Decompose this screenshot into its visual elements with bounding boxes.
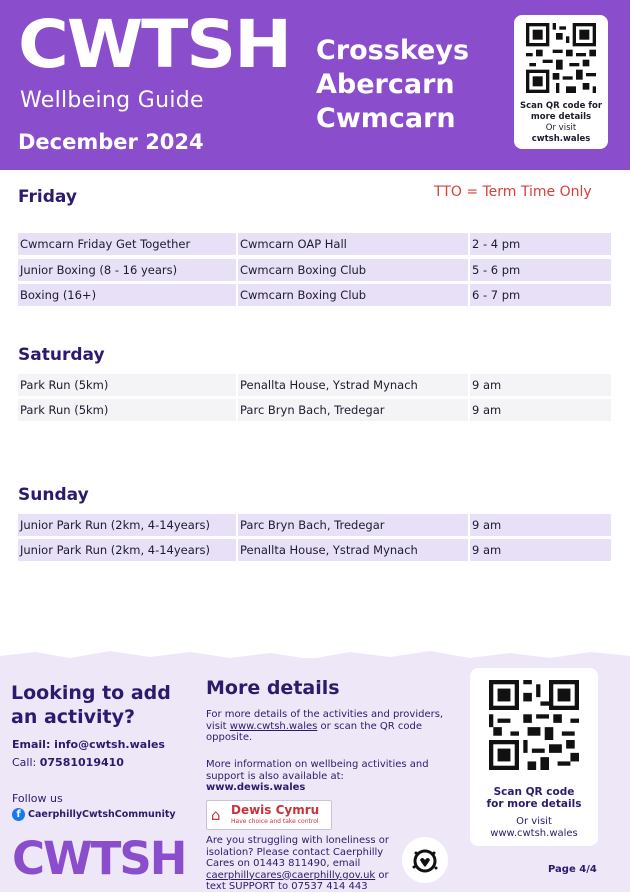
qr-caption-line: Scan QR code for xyxy=(519,101,603,111)
time-cell: 9 am xyxy=(470,374,611,396)
location-item: Cwmcarn xyxy=(316,103,456,134)
text-span: More information on wellbeing activities and support is also available at: xyxy=(206,759,429,782)
text-span: Are you struggling with loneliness or isolation? Please contact Caerphilly Cares on 01443 811490, email xyxy=(206,835,389,869)
qr-caption-line: more details xyxy=(530,112,592,122)
footer-qr-card[interactable] xyxy=(470,668,598,846)
venue-cell: Parc Bryn Bach, Tredegar xyxy=(238,514,468,536)
qr-caption-line: Scan QR code xyxy=(493,786,575,798)
activity-cell: Cwmcarn Friday Get Together xyxy=(18,233,236,255)
time-cell: 9 am xyxy=(470,399,611,421)
table-row xyxy=(18,399,611,423)
brand-logo: CWTSH xyxy=(18,6,290,83)
location-item: Crosskeys xyxy=(316,35,470,66)
activity-cell: Junior Boxing (8 - 16 years) xyxy=(18,259,236,281)
footer-brand-logo: CWTSH xyxy=(12,832,186,885)
facebook-icon: f xyxy=(12,808,25,821)
facebook-link[interactable] xyxy=(12,808,176,821)
venue-cell: Cwmcarn Boxing Club xyxy=(238,284,468,306)
table-row xyxy=(18,259,611,283)
qr-caption xyxy=(470,786,598,810)
qr-caption-link[interactable]: cwtsh.wales xyxy=(531,134,591,144)
text-span: or text SUPPORT to 07537 414 443 xyxy=(206,869,389,892)
qr-caption xyxy=(516,101,606,145)
dewis-paragraph xyxy=(206,759,458,794)
dewis-link[interactable]: www.dewis.wales xyxy=(206,782,306,793)
qr-code-icon[interactable] xyxy=(526,23,596,93)
house-heart-icon: ⌂ xyxy=(211,806,221,824)
call-label: Call: xyxy=(12,756,40,769)
details-paragraph xyxy=(206,709,458,744)
text-span: or scan the QR code opposite. xyxy=(206,720,423,743)
time-cell: 2 - 4 pm xyxy=(470,233,611,255)
more-details-heading: More details xyxy=(206,677,340,699)
caerphilly-cares-email[interactable]: caerphillycares@caerphilly.gov.uk xyxy=(206,869,376,881)
facebook-handle[interactable]: CaerphillyCwtshCommunity xyxy=(28,809,176,820)
cwtsh-link[interactable]: www.cwtsh.wales xyxy=(229,720,318,732)
guide-subtitle: Wellbeing Guide xyxy=(20,88,204,113)
tto-note: TTO = Term Time Only xyxy=(434,184,592,200)
time-cell: 6 - 7 pm xyxy=(470,284,611,306)
page-number: Page 4/4 xyxy=(548,864,597,875)
dewis-logo-tagline: Have choice and take control xyxy=(231,818,319,825)
contact-phone[interactable] xyxy=(12,756,124,769)
activity-cell: Junior Park Run (2km, 4-14years) xyxy=(18,539,236,561)
venue-cell: Penallta House, Ystrad Mynach xyxy=(238,539,468,561)
qr-caption-line: for more details xyxy=(486,798,582,810)
caerphilly-cares-logo xyxy=(400,835,450,885)
caerphilly-cares-paragraph xyxy=(206,835,396,893)
contact-email[interactable]: Email: info@cwtsh.wales xyxy=(12,738,165,751)
follow-label: Follow us xyxy=(12,792,63,805)
qr-visit xyxy=(470,816,598,840)
activity-cell: Boxing (16+) xyxy=(18,284,236,306)
qr-visit-link[interactable]: www.cwtsh.wales xyxy=(490,828,578,839)
qr-caption-line: Or visit xyxy=(545,123,577,133)
qr-visit-label: Or visit xyxy=(516,816,552,827)
header-torn-edge xyxy=(0,150,630,180)
venue-cell: Penallta House, Ystrad Mynach xyxy=(238,374,468,396)
call-number[interactable]: 07581019410 xyxy=(39,756,124,769)
day-heading-friday: Friday xyxy=(18,187,77,207)
dewis-logo-title: Dewis Cymru xyxy=(231,803,320,817)
time-cell: 9 am xyxy=(470,514,611,536)
activity-cell: Junior Park Run (2km, 4-14years) xyxy=(18,514,236,536)
guide-date: December 2024 xyxy=(18,130,204,154)
table-row xyxy=(18,539,611,563)
add-activity-heading: Looking to add an activity? xyxy=(11,682,171,728)
table-row xyxy=(18,514,611,538)
table-row xyxy=(18,233,611,257)
footer-torn-edge xyxy=(0,644,630,668)
time-cell: 5 - 6 pm xyxy=(470,259,611,281)
location-list xyxy=(316,34,469,136)
dewis-cymru-logo[interactable] xyxy=(206,800,332,830)
day-heading-saturday: Saturday xyxy=(18,345,105,365)
day-heading-sunday: Sunday xyxy=(18,485,89,505)
venue-cell: Cwmcarn OAP Hall xyxy=(238,233,468,255)
table-row xyxy=(18,284,611,308)
venue-cell: Cwmcarn Boxing Club xyxy=(238,259,468,281)
qr-code-icon[interactable] xyxy=(489,680,579,770)
table-row xyxy=(18,374,611,398)
text-span: For more details of the activities and providers, visit xyxy=(206,709,444,732)
activity-cell: Park Run (5km) xyxy=(18,374,236,396)
activity-cell: Park Run (5km) xyxy=(18,399,236,421)
venue-cell: Parc Bryn Bach, Tredegar xyxy=(238,399,468,421)
location-item: Abercarn xyxy=(316,69,455,100)
time-cell: 9 am xyxy=(470,539,611,561)
header-qr-card[interactable] xyxy=(514,15,608,149)
